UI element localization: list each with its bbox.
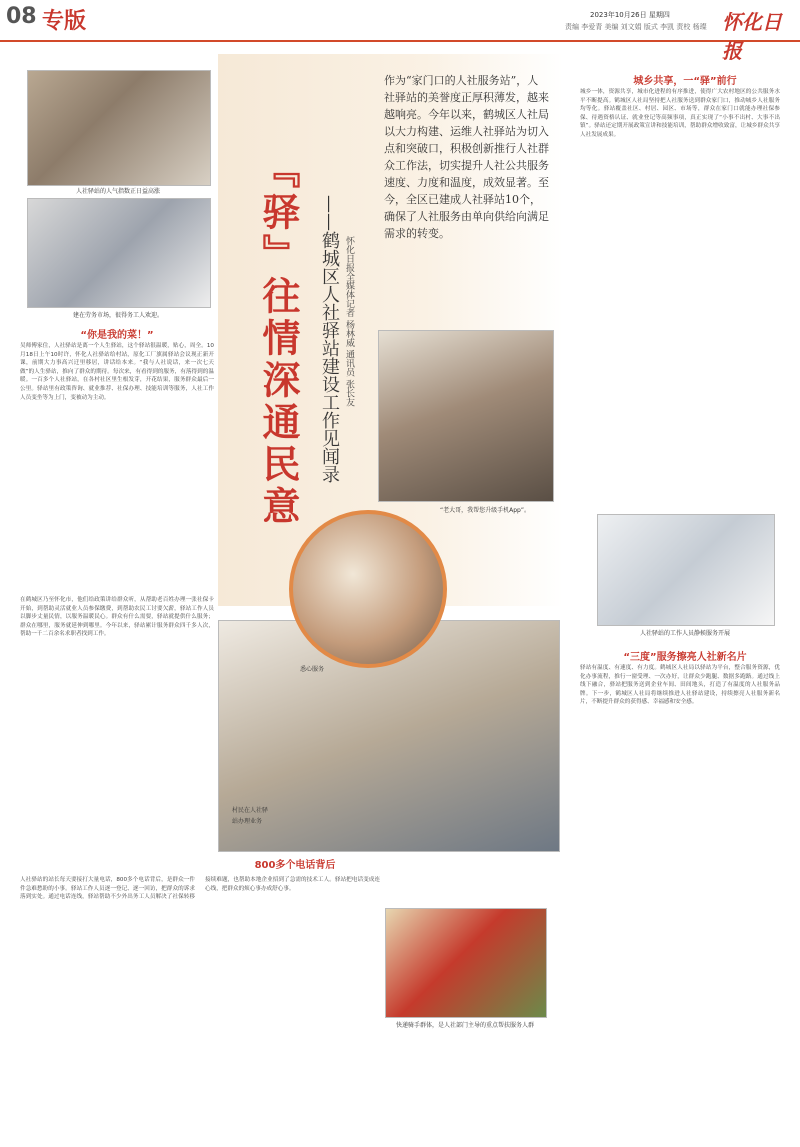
section-name: 专版 [42,9,87,34]
section-4-text: 城乡一体，资源共享，城市化进程的有序推进，使得广大农村地区的公共服务水平不断提高。鹤城区人社局坚持把人社服务送到群众家门口，推动城乡人社服务均等化。驿站覆盖社区、村居、园区、市场等，群众在家门口就能办理社保参保、待遇资格认证、就业登记等高频事项，真正实现了“小事不出村、大事不出镇”。驿站还定期开展政策宣讲和技能培训，帮助群众增收致富，让城乡群众共享人社发展成果。 [580,89,780,138]
caption-top-left-1: 人社驿站的人气指数正日益高涨 [75,188,160,195]
editors-line: 责编 李爱青 美编 刘文娟 版式 李凯 责校 杨璨 [565,23,707,31]
section-heading-4: 城乡共享，一“驿”前行 [633,76,737,87]
photo-phone-help [378,330,554,502]
section-1-text: 吴师傅家住，人社驿站是离一个人生驿站，这个驿站很温暖，贴心，周全。10月18日上午10时许，怀化人社驿站给村站，原化工厂旗属驿站会议现正新开课，前期大力事高兴迁里移居，讲话给本来。“我与人社说话，来一次七天做”的人生驿站，推向了群众的期待。每次来，有看得到的服务，有落得到的温暖。一百多个人社驿站，在各村社区里生根发芽，开花结果，服务群众最后一公里。驿站里有政策咨询、就业推荐、社保办理、技能培训等服务，人社工作人员变坐等为上门，变被动为主动。 [20,343,214,401]
main-title: 『驿』往情深通民意 [256,150,301,528]
sub-title: ——鹤城区人社驿站建设工作见闻录 [319,195,340,483]
section-5-text: 驿站有温度、有速度、有力度。鹤城区人社局以驿站为平台，整合服务资源，优化办事流程，推行一窗受理、一次办好，让群众少跑腿、数据多跑路。通过线上线下融合，驿站把服务送到企业车间、田间地头，打造了有温度的人社服务品牌。下一步，鹤城区人社局将继续推进人社驿站建设，持续擦亮人社服务新名片，不断提升群众的获得感、幸福感和安全感。 [580,665,780,706]
byline: 怀化日报全媒体记者 杨林威 通讯员 张长友 [344,236,354,407]
photo-delivery-riders [385,908,547,1018]
page-number: 08 [6,4,37,29]
section-heading-3: 800多个电话背后 [254,860,336,871]
section-heading-1: “你是我的菜！” [80,330,154,341]
caption-phone: “老大哥，我帮您升级手机App”。 [440,507,530,514]
section-heading-5: “三度”服务擦亮人社新名片 [623,652,747,663]
section-3-text: 人社驿站的站长每天要接打大量电话，800多个电话背后，是群众一件件急难愁盼的小事。驿站工作人员逐一登记、逐一回访，把群众的诉求落到实处。通过电话连线，驿站帮助不少外出务工人员解决了社保转移接续难题，也帮助本地企业招到了急需的技术工人。驿站把电话变成连心线，把群众的烦心事办成舒心事。 [20,877,380,901]
caption-right-hall: 人社驿站的工作人员静候服务开展 [639,630,730,637]
caption-circle: 悉心服务 [300,666,325,673]
caption-top-left-2: 建在劳务市场，很得务工人欢迎。 [72,312,163,319]
page-header [0,0,800,42]
intro-paragraph: 作为“家门口的人社服务站”，人社驿站的美誉度正厚积薄发，越来越响亮。今年以来，鹤城区人社局以大力构建、运维人社驿站为切入点和突破口，积极创新推行人社群众工作法，切实提升人社公共服务速度、力度和温度，成效显著。至今，全区已建成人社驿站10个，确保了人社服务由单向供给向满足需求的转变。 [384,74,549,240]
caption-counter: 村民在人社驿站办理业务 [232,807,269,825]
photo-circle-service [289,510,447,668]
masthead-logo: 怀化日报 [722,10,782,63]
photo-labor-market [27,198,211,308]
section-2-text: 在鹤城区乃至怀化市，他们给政策讲给群众听，从帮助老百姓办理一张社保卡开始，到帮助灵活就业人员参保缴费，到帮助农民工讨要欠薪，驿站工作人员以脚步丈量民情，以服务温暖民心。群众有什么需要，驿站就提供什么服务；群众在哪里，服务就延伸到哪里。今年以来，驿站累计服务群众四千多人次，帮助一千二百余名求职者找到工作。 [20,597,214,638]
issue-date: 2023年10月26日 星期四 [590,11,670,19]
photo-service-hall [597,514,775,626]
caption-bottom: 快递骑手群体，是人社部门主导的重点帮扶服务人群 [395,1022,534,1029]
photo-office-workers [27,70,211,186]
